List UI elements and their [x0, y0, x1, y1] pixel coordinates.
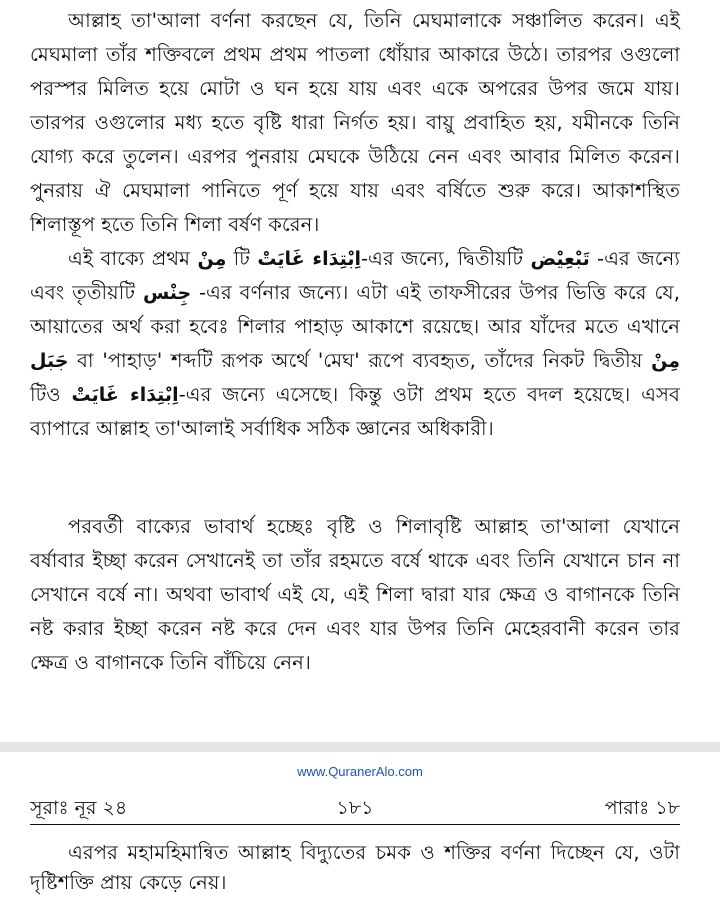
page-separator [0, 742, 720, 752]
paragraph-2 [30, 242, 680, 446]
text-segment: টি [226, 247, 258, 270]
arabic-word: تَبْعِيْض [530, 248, 590, 270]
website-link[interactable]: www.QuranerAlo.com [297, 764, 423, 779]
text-segment: -এর বর্ণনার জন্যে। এটা এই তাফসীরের উপর ভিত্তি করে যে, আয়াতের অর্থ করা হবেঃ শিলার পাহাড় আকাশে রয়েছে। আর যাঁদের মতে এখানে [30, 281, 680, 338]
paragraph-1: আল্লাহ তা'আলা বর্ণনা করছেন যে, তিনি মেঘমালাকে সঞ্চালিত করেন। এই মেঘমালা তাঁর শক্তিবলে প্রথম প্রথম পাতলা ধোঁয়ার আকারে উঠে। তারপর ওগুলো পরস্পর মিলিত হয়ে মোটা ও ঘন হয়ে যায় এবং একে অপরের উপর জমে যায়। তারপর ওগুলোর মধ্য হতে বৃষ্টি ধারা নির্গত হয়। বায়ু প্রবাহিত হয়, যমীনকে তিনি যোগ্য করে তুলেন। এরপর পুনরায় মেঘকে উঠিয়ে নেন এবং আবার মিলিত করেন। পুনরায় ঐ মেঘমালা পানিতে পূর্ণ হয়ে যায় এবং বর্ষিতে শুরু করে। আকাশস্থিত শিলাস্তূপ হতে তিনি শিলা বর্ষণ করেন। [30, 9, 680, 236]
text-segment: টিও [30, 383, 72, 406]
header-rule [30, 824, 680, 825]
page-number: ১৮১ [336, 797, 374, 819]
arabic-word: مِنْ [651, 350, 680, 372]
arabic-word: جَبَل [30, 350, 69, 372]
para-label: পারাঃ ১৮ [604, 797, 680, 819]
surah-label: সূরাঃ নূর ২৪ [30, 797, 128, 819]
text-segment: -এর জন্যে, দ্বিতীয়টি [360, 247, 531, 270]
text-segment: এই বাক্যে প্রথম [68, 247, 198, 270]
text-segment: বা 'পাহাড়' শব্দটি রূপক অর্থে 'মেঘ' রূপে ব্যবহৃত, তাঁদের নিকট দ্বিতীয় [68, 349, 652, 372]
text-segment: -এর জন্যে এবং তৃতীয়টি [30, 247, 680, 304]
running-header [30, 790, 680, 820]
arabic-word: اِبْتِدَاء غَايَتْ [257, 248, 361, 270]
arabic-word: مِنْ [197, 248, 227, 270]
paragraph-3: পরবর্তী বাক্যের ভাবার্থ হচ্ছেঃ বৃষ্টি ও শিলাবৃষ্টি আল্লাহ তা'আলা যেখানে বর্ষাবার ইচ্ছা করেন সেখানেই তা তাঁর রহমতে বর্ষে থাকে এবং তিনি যেখানে চান না সেখানে বর্ষে না। অথবা ভাবার্থ এই যে, এই শিলা দ্বারা যার ক্ষেত্র ও বাগানকে তিনি নষ্ট করার ইচ্ছা করেন নষ্ট করে দেন এবং যার উপর তিনি মেহেরবানী করেন তার ক্ষেত্র ও বাগানকে তিনি বাঁচিয়ে নেন। [30, 515, 680, 674]
arabic-word: جِنْس [142, 282, 192, 304]
text-segment: -এর জন্যে এসেছে। কিন্তু ওটা প্রথম হতে বদল হয়েছে। এসব ব্যাপারে আল্লাহ তা'আলাই সর্বাধিক সঠিক জ্ঞানের অধিকারী। [30, 383, 680, 440]
arabic-word: اِبْتِدَاء غَايَتْ [71, 384, 179, 406]
next-page-paragraph: এরপর মহামহিমান্বিত আল্লাহ বিদ্যুতের চমক ও শক্তির বর্ণনা দিচ্ছেন যে, ওটা দৃষ্টিশক্তি প্রায় কেড়ে নেয়। [30, 841, 680, 894]
